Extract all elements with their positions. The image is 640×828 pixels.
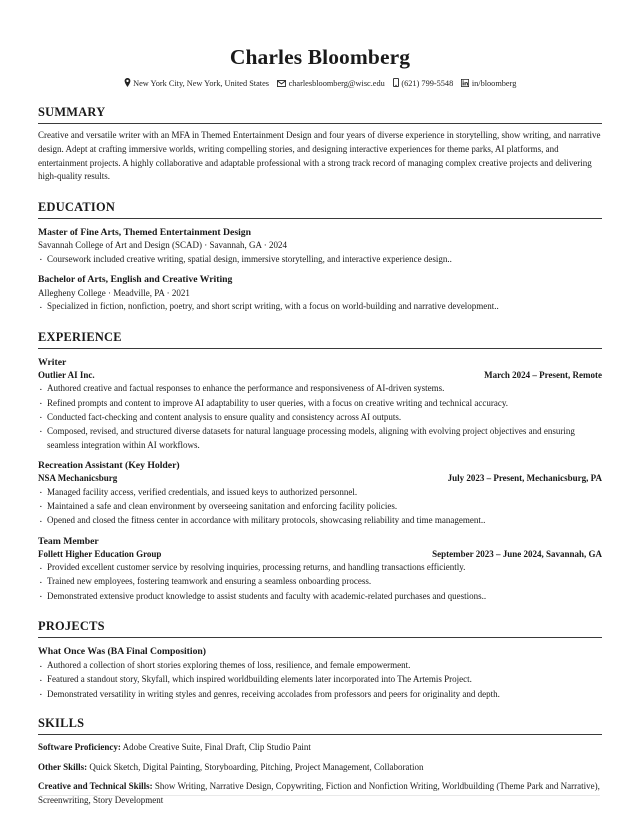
skill-group bbox=[38, 741, 602, 755]
linkedin-icon bbox=[461, 79, 469, 87]
education-degree: Bachelor of Arts, English and Creative Writing bbox=[38, 274, 233, 286]
section-education bbox=[38, 200, 602, 314]
experience-bullets bbox=[38, 486, 602, 528]
list-item: · Refined prompts and content to improve AI adaptability to user queries, with a focus on creative writing and technical accuracy. bbox=[38, 397, 602, 411]
skill-group-value: Adobe Creative Suite, Final Draft, Clip Studio Paint bbox=[120, 742, 311, 753]
experience-company: Follett Higher Education Group bbox=[38, 548, 162, 559]
experience-company: NSA Mechanicsburg bbox=[38, 473, 118, 484]
section-rule bbox=[38, 218, 602, 219]
section-rule bbox=[38, 637, 602, 638]
contact-email-text: charlesbloomberg@wisc.edu bbox=[288, 78, 385, 88]
project-name: What Once Was (BA Final Composition) bbox=[38, 646, 207, 658]
education-degree: Master of Fine Arts, Themed Entertainment Design bbox=[38, 226, 252, 238]
experience-bullets bbox=[38, 382, 602, 452]
experience-entry bbox=[38, 535, 602, 604]
experience-org-row bbox=[38, 369, 602, 381]
section-title-education: EDUCATION bbox=[38, 200, 116, 215]
contact-linkedin[interactable] bbox=[461, 79, 516, 88]
section-rule bbox=[38, 734, 602, 735]
phone-icon bbox=[393, 78, 399, 87]
experience-org-row bbox=[38, 472, 602, 484]
project-bullets bbox=[38, 659, 602, 701]
list-item: · Authored creative and factual responses to enhance the performance and responsiveness of AI-driven systems. bbox=[38, 382, 602, 396]
section-title-projects: PROJECTS bbox=[38, 619, 105, 634]
section-experience bbox=[38, 330, 602, 603]
page-footer-rule bbox=[40, 795, 600, 796]
section-summary bbox=[38, 105, 602, 184]
experience-role: Recreation Assistant (Key Holder) bbox=[38, 460, 180, 472]
list-item: · Opened and closed the fitness center in accordance with military protocols, showcasing reliability and time management.. bbox=[38, 514, 602, 528]
resume-header bbox=[38, 44, 602, 89]
section-rule bbox=[38, 123, 602, 124]
experience-dates-location: March 2024 – Present, Remote bbox=[484, 369, 602, 380]
list-item: · Managed facility access, verified credentials, and issued keys to authorized personnel. bbox=[38, 486, 602, 500]
experience-role: Team Member bbox=[38, 535, 99, 547]
contact-line bbox=[38, 78, 602, 90]
education-school-line: Allegheny College · Meadville, PA · 2021 bbox=[38, 287, 190, 298]
education-bullets bbox=[38, 300, 602, 314]
contact-location-text: New York City, New York, United States bbox=[133, 78, 270, 88]
experience-dates-location: September 2023 – June 2024, Savannah, GA bbox=[432, 548, 602, 559]
experience-bullets bbox=[38, 561, 602, 603]
list-item: · Demonstrated extensive product knowledge to assist students and faculty with academic-related purchases and questions.. bbox=[38, 590, 602, 604]
list-item: · Featured a standout story, Skyfall, which inspired worldbuilding elements later incorporated into The Artemis Project. bbox=[38, 673, 602, 687]
section-title-skills: SKILLS bbox=[38, 716, 85, 731]
education-bullets bbox=[38, 253, 602, 267]
section-title-experience: EXPERIENCE bbox=[38, 329, 122, 344]
list-item: · Composed, revised, and structured diverse datasets for natural language processing models, aligning with evolving project objectives and ensuring seamless integration within AI workflows. bbox=[38, 425, 602, 452]
skill-group-label: Creative and Technical Skills: bbox=[38, 781, 153, 792]
experience-company: Outlier AI Inc. bbox=[38, 369, 95, 380]
envelope-icon bbox=[277, 80, 286, 87]
skill-group bbox=[38, 780, 602, 807]
section-rule bbox=[38, 348, 602, 349]
location-pin-icon bbox=[124, 78, 131, 87]
section-title-summary: SUMMARY bbox=[38, 105, 106, 120]
experience-dates-location: July 2023 – Present, Mechanicsburg, PA bbox=[447, 473, 602, 484]
list-item: · Provided excellent customer service by resolving inquiries, processing returns, and handling transactions efficiently. bbox=[38, 561, 602, 575]
contact-linkedin-text: in/bloomberg bbox=[471, 78, 517, 88]
list-item: · Conducted fact-checking and content analysis to ensure quality and consistency across AI outputs. bbox=[38, 411, 602, 425]
experience-org-row bbox=[38, 548, 602, 560]
candidate-name: Charles Bloomberg bbox=[229, 45, 411, 69]
summary-text: Creative and versatile writer with an MFA in Themed Entertainment Design and four years of diverse experience in storytelling, show writing, and narrative design. Adept at crafting immersive worlds, writing compelling stories, and designing interactive experiences for theme parks, AI platforms, and entertainment projects. A highly collaborative and adaptable professional with a strong track record of managing complex creative projects and delivering high-quality results. bbox=[38, 130, 601, 182]
skill-group bbox=[38, 761, 602, 775]
experience-role: Writer bbox=[38, 356, 67, 368]
section-skills bbox=[38, 716, 602, 807]
contact-email[interactable] bbox=[277, 79, 387, 88]
experience-entry bbox=[38, 459, 602, 528]
list-item: · Demonstrated versatility in writing styles and genres, receiving accolades from professors and peers for originality and depth. bbox=[38, 688, 602, 702]
contact-phone-text: (621) 799-5548 bbox=[401, 78, 454, 88]
list-item: · Authored a collection of short stories exploring themes of loss, resilience, and female empowerment. bbox=[38, 659, 602, 673]
list-item: · Maintained a safe and clean environment by overseeing sanitation and enforcing facility policies. bbox=[38, 500, 602, 514]
list-item: · Coursework included creative writing, spatial design, immersive storytelling, and interactive experience design.. bbox=[38, 253, 602, 267]
contact-phone bbox=[393, 79, 455, 88]
skill-group-value: Quick Sketch, Digital Painting, Storyboarding, Pitching, Project Management, Collaboration bbox=[87, 761, 424, 772]
education-entry bbox=[38, 273, 602, 314]
skill-group-label: Other Skills: bbox=[38, 761, 88, 772]
section-projects bbox=[38, 619, 602, 701]
project-entry bbox=[38, 645, 602, 701]
list-item: · Trained new employees, fostering teamwork and ensuring a seamless onboarding process. bbox=[38, 575, 602, 589]
contact-location bbox=[124, 79, 271, 88]
skill-group-label: Software Proficiency: bbox=[38, 742, 121, 753]
experience-entry bbox=[38, 356, 602, 452]
skill-group-value: Show Writing, Narrative Design, Copywriting, Fiction and Nonfiction Writing, Worldbuilding (Theme Park and Narrative), Screenwriting, Story Development bbox=[38, 781, 600, 805]
education-school-line: Savannah College of Art and Design (SCAD) · Savannah, GA · 2024 bbox=[38, 240, 287, 251]
list-item: · Specialized in fiction, nonfiction, poetry, and short script writing, with a focus on world-building and narrative development.. bbox=[38, 300, 602, 314]
education-entry bbox=[38, 226, 602, 267]
